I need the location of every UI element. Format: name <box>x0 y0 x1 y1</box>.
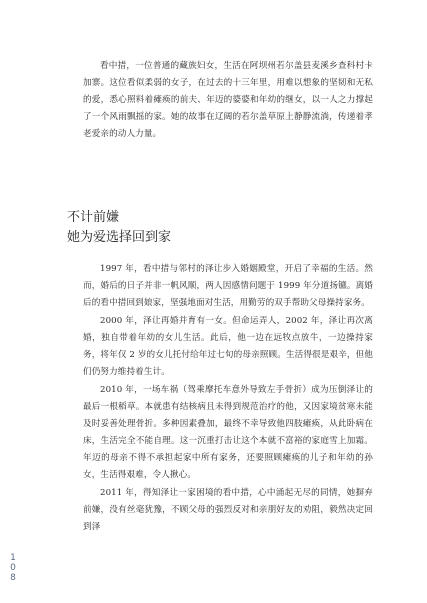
page-number: 108 <box>10 553 16 583</box>
body-paragraph-2000: 2000 年，泽让再婚并育有一女。但命运弄人，2002 年，泽让再次离婚，独自带着年幼的女儿生活。此后，他一边在远牧点放牛，一边操持家务，将年仅 2 岁的女儿托付给年过七旬的母亲照顾。生活得很是艰辛，但他们仍努力维持着生计。 <box>83 316 373 377</box>
body-paragraph-2011: 2011 年，得知泽让一家困境的看中措，心中涌起无尽的同情，她摒弃前嫌，没有丝毫犹豫，不顾父母的强烈反对和亲朋好友的劝阻，毅然决定回到泽 <box>83 488 373 532</box>
intro-paragraph: 看中措，一位普通的藏族妇女，生活在阿坝州若尔盖县麦溪乡查科村卡加寨。这位看似柔弱的女子，在过去的十三年里，用难以想象的坚韧和无私的爱，悉心照料着瘫痪的前夫、年迈的婆婆和年幼的继女，以一人之力撑起了一个风雨飘摇的家。她的故事在辽阔的若尔盖草原上静静流淌，传递着孝老爱亲的动人力量。 <box>83 61 373 139</box>
section-heading <box>67 208 171 248</box>
intro-section <box>83 58 373 143</box>
body-paragraph-2010: 2010 年，一场车祸（驾乘摩托车意外导致左手骨折）成为压倒泽让的最后一根稻草。本就患有结核病且未得到规范治疗的他，又因家境贫寒未能及时妥善处理骨折。多种因素叠加，最终不幸导致他四肢瘫痪，从此卧病在床，生活完全不能自理。这一沉重打击让这个本就不富裕的家庭雪上加霜。年迈的母亲不得不承担起家中所有家务，还要照顾瘫痪的儿子和年幼的孙女，生活得艰难，令人揪心。 <box>83 385 373 480</box>
section-title-line-2: 她为爱选择回到家 <box>67 230 172 245</box>
section-title-line-1: 不计前嫌 <box>67 210 120 225</box>
body-paragraph-1997: 1997 年，看中措与邻村的泽让步入婚姻殿堂，开启了幸福的生活。然而，婚后的日子并非一帆风顺，两人因感情问题于 1999 年分道扬镳。离婚后的看中措回到娘家，坚强地面对生活，用勤劳的双手帮助父母操持家务。 <box>83 264 373 308</box>
body-text <box>83 261 373 537</box>
